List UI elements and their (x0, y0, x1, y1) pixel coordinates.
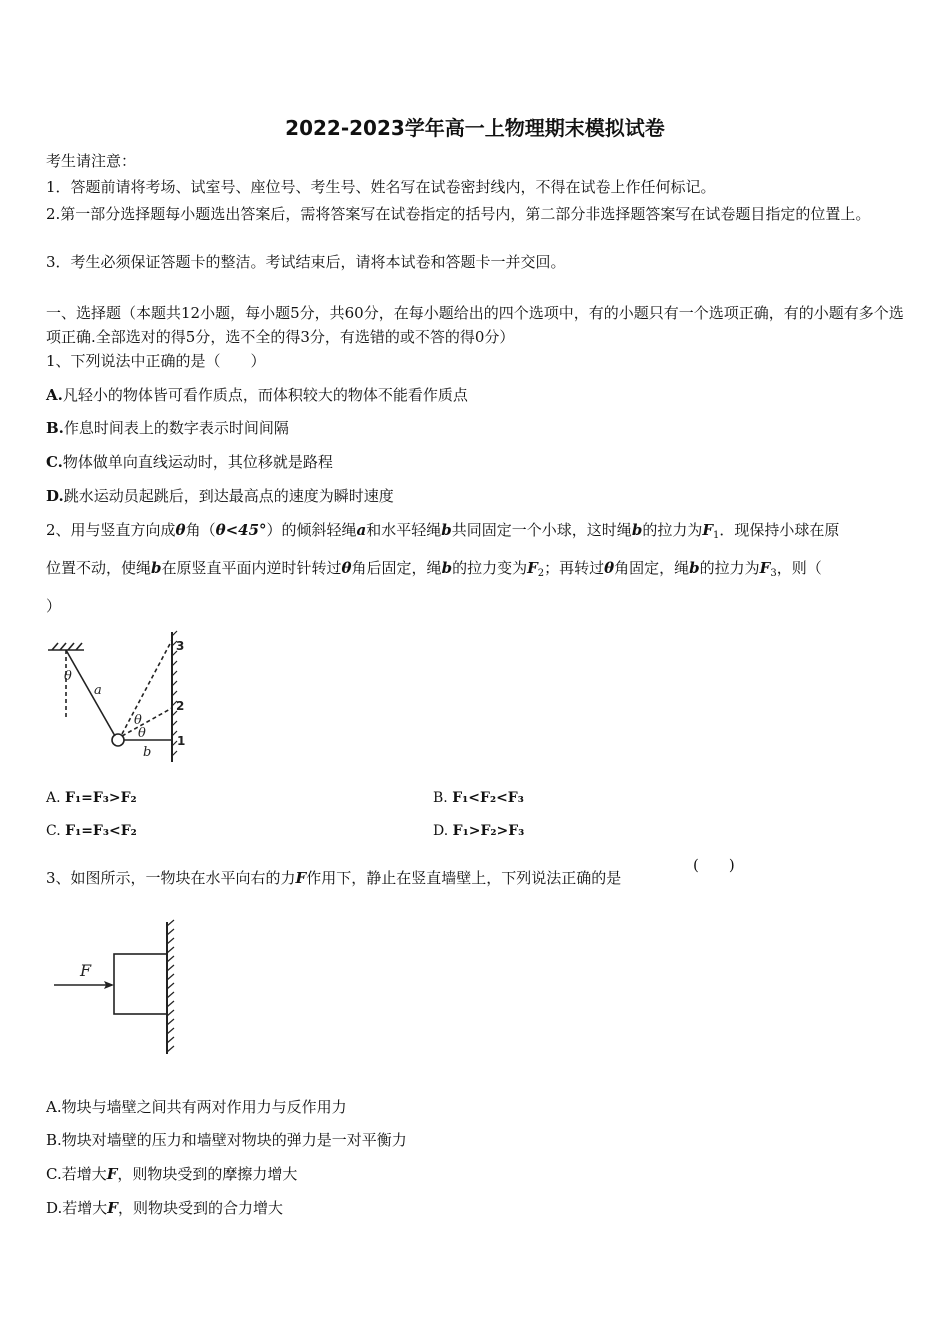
page-title: 2022-2023学年高一上物理期末模拟试卷 (285, 116, 665, 140)
q1-stem: 1、下列说法中正确的是（ ） (46, 352, 266, 370)
q2-stem-line1: 2、用与竖直方向成θ角（θ<45°）的倾斜轻绳a和水平轻绳b共同固定一个小球，这时绳b的拉力为$F_1$．现保持小球在原 (46, 521, 840, 541)
q3-figure-label-f: F (80, 961, 92, 980)
q2-option-c: C. F₁=F₃<F₂ (46, 823, 137, 839)
q3-answer-paren: ( ) (693, 856, 735, 874)
q3-option-b: B.物块对墙壁的压力和墙壁对物块的弹力是一对平衡力 (46, 1131, 407, 1149)
q2-figure-label-theta3: θ (138, 726, 146, 741)
notice-item-1: 1．答题前请将考场、试室号、座位号、考生号、姓名写在试卷密封线内，不得在试卷上作任何标记。 (46, 178, 716, 196)
notice-item-2: 2.第一部分选择题每小题选出答案后，需将答案写在试卷指定的括号内，第二部分非选择题答案写在试卷题目指定的位置上。 (46, 205, 871, 223)
q3-option-a: A.物块与墙壁之间共有两对作用力与反作用力 (46, 1098, 347, 1116)
notice-item-3: 3．考生必须保证答题卡的整洁。考试结束后，请将本试卷和答题卡一并交回。 (46, 253, 566, 271)
q2-option-a: A. F₁=F₃>F₂ (46, 790, 137, 806)
q1-option-a: A.凡轻小的物体皆可看作质点，而体积较大的物体不能看作质点 (46, 386, 468, 404)
q2-stem-line3: ） (46, 597, 62, 615)
q3-stem: 3、如图所示，一物块在水平向右的力F作用下，静止在竖直墙壁上，下列说法正确的是 (46, 869, 622, 887)
q2-figure (40, 628, 200, 768)
q2-figure-label-2: 2 (176, 699, 185, 713)
q2-figure-label-b: b (143, 745, 152, 760)
q1-option-d: D.跳水运动员起跳后，到达最高点的速度为瞬时速度 (46, 487, 394, 505)
q2-figure-label-theta1: θ (64, 669, 72, 684)
q2-stem-line2: 位置不动，使绳b在原竖直平面内逆时针转过θ角后固定，绳b的拉力变为$F_2$；再转过θ角固定，绳b的拉力为$F_3$，则（ (46, 559, 822, 579)
q1-option-c: C.物体做单向直线运动时，其位移就是路程 (46, 453, 333, 471)
q3-option-c: C.若增大F，则物块受到的摩擦力增大 (46, 1165, 298, 1183)
q2-figure-label-theta2: θ (134, 713, 142, 728)
q2-figure-label-1: 1 (177, 734, 186, 748)
notice-heading: 考生请注意： (46, 152, 137, 170)
q3-figure (50, 918, 190, 1058)
q2-option-b: B. F₁<F₂<F₃ (433, 790, 524, 806)
q1-option-b: B.作息时间表上的数字表示时间间隔 (46, 419, 289, 437)
q2-option-d: D. F₁>F₂>F₃ (433, 823, 525, 839)
q3-option-d: D.若增大F，则物块受到的合力增大 (46, 1199, 283, 1217)
q2-figure-label-a: a (94, 683, 102, 698)
section-intro: 一、选择题（本题共12小题，每小题5分，共60分，在每小题给出的四个选项中，有的小题只有一个选项正确，有的小题有多个选项正确.全部选对的得5分，选不全的得3分，有选错的或不答的得0分） (46, 304, 904, 346)
q2-figure-label-3: 3 (176, 639, 185, 653)
